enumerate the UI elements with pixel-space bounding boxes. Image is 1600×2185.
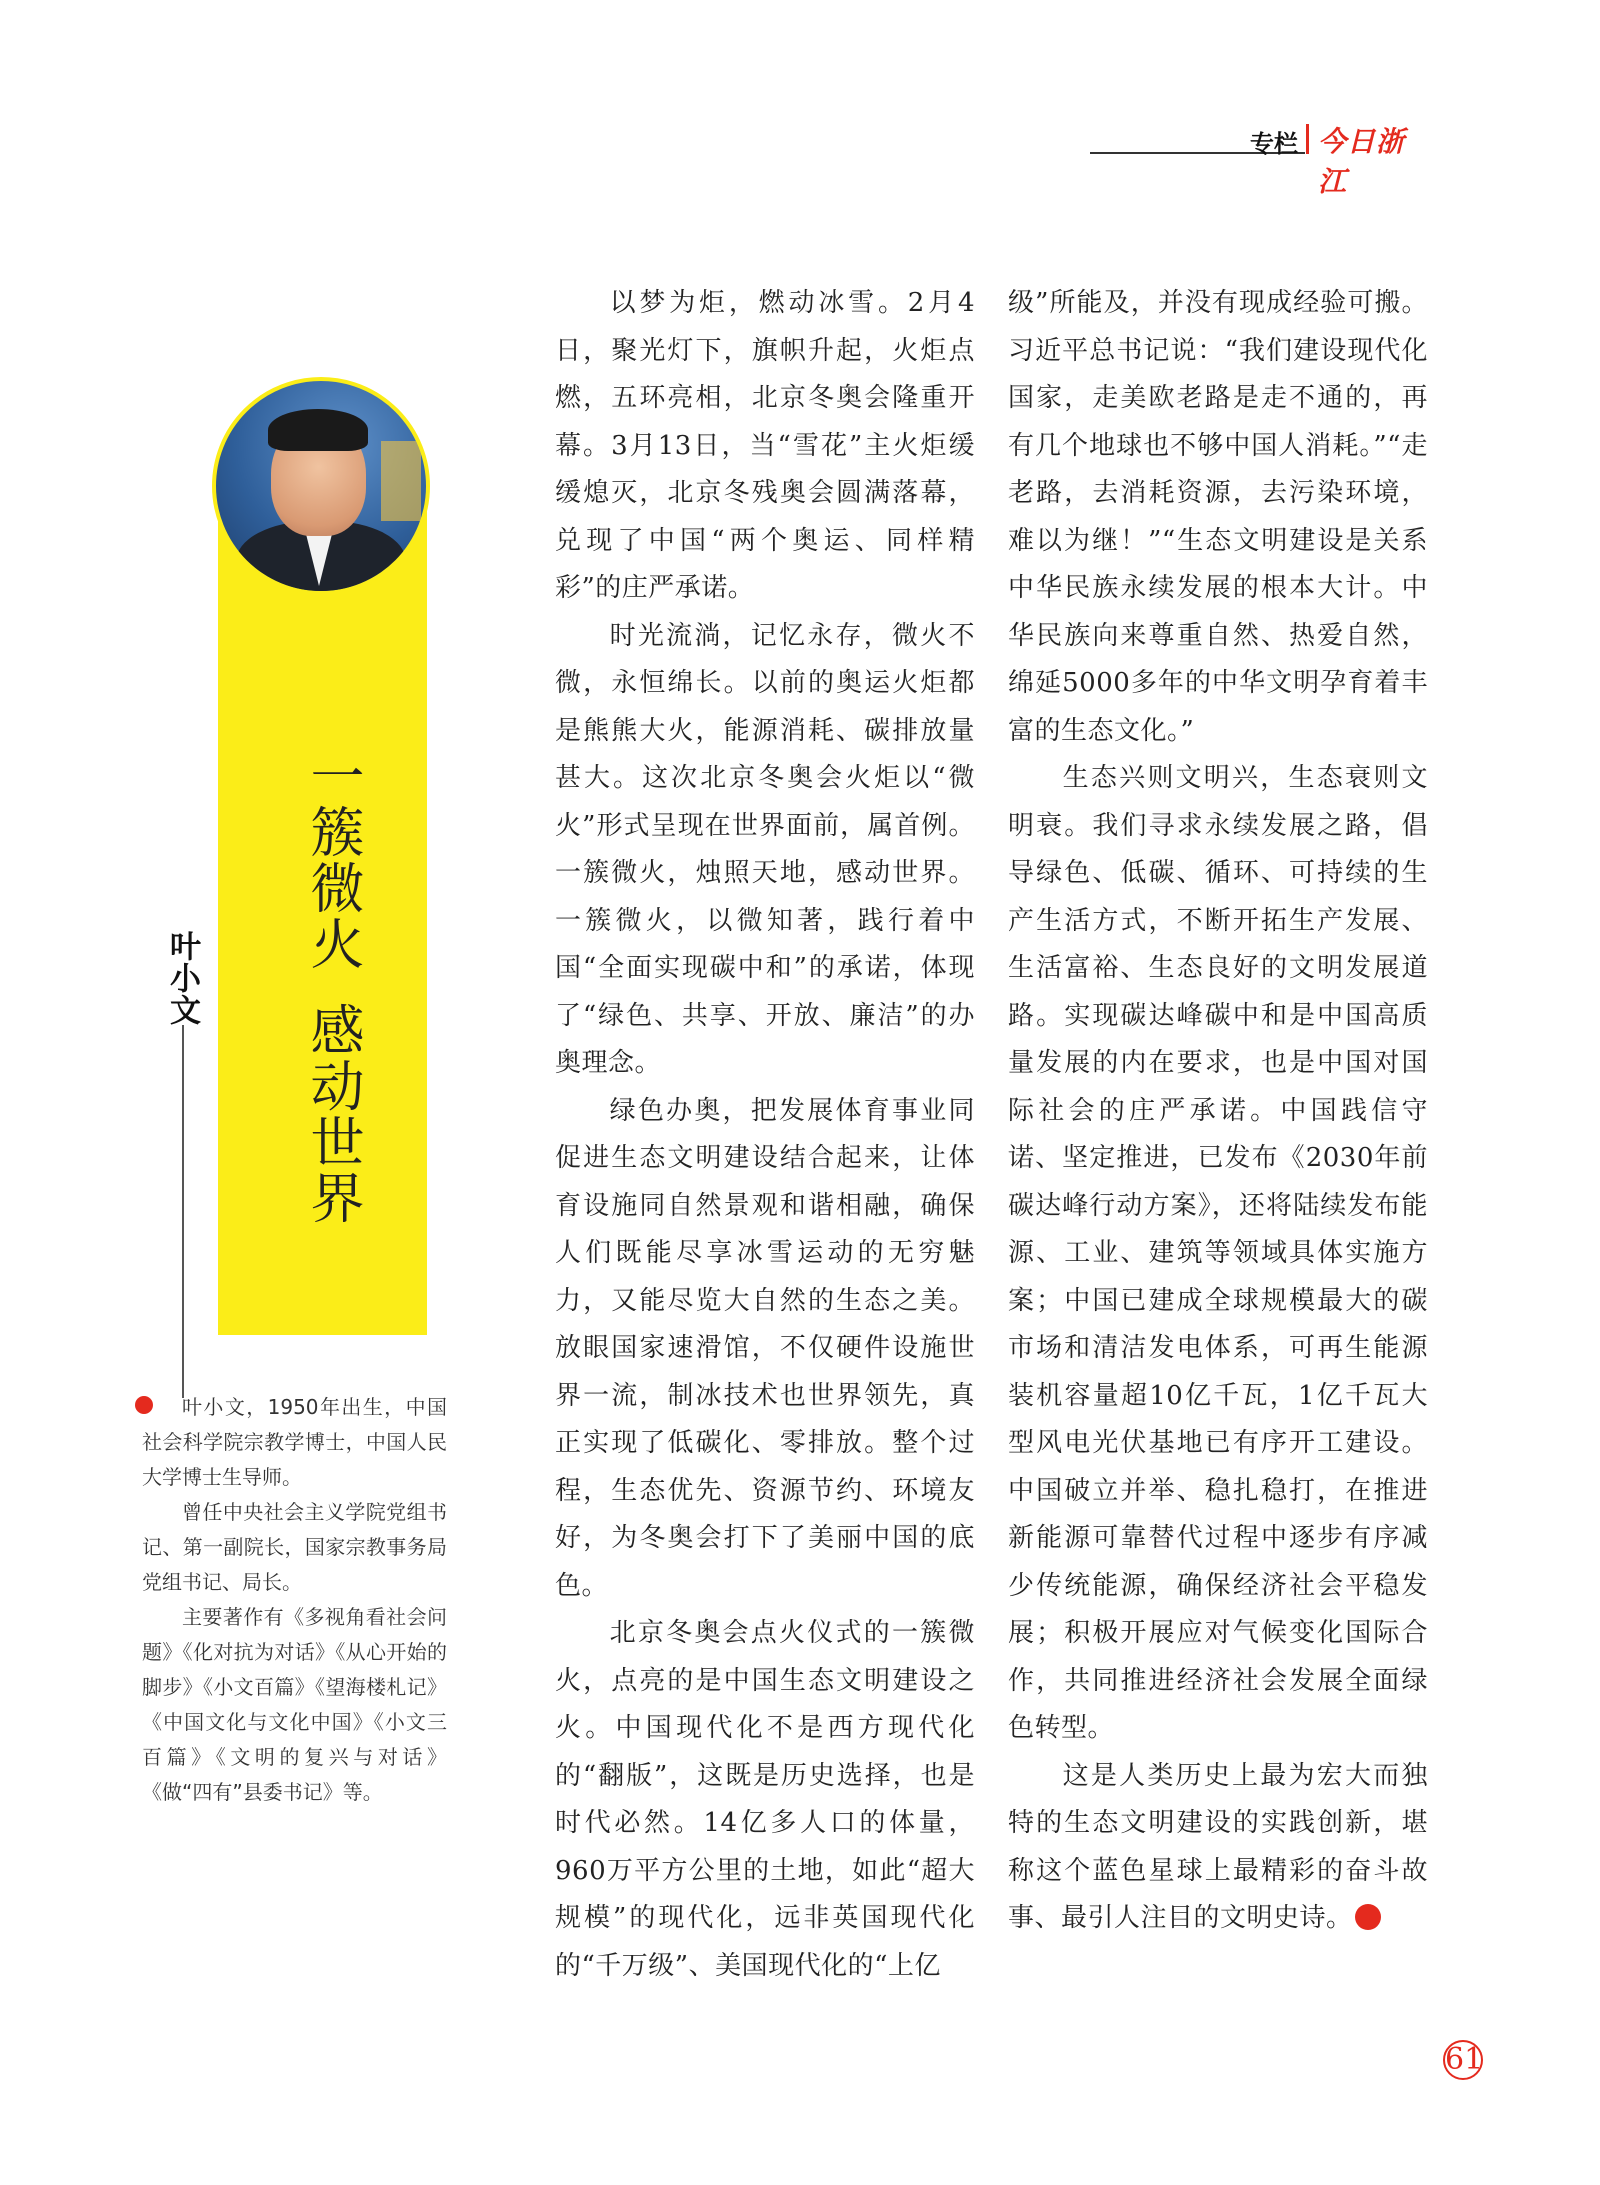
body-column-2 — [1008, 280, 1428, 1943]
article-title-part2: 感动世界 — [302, 1002, 365, 1226]
final-text: 这是人类历史上最为宏大而独特的生态文明建设的实践创新，堪称这个蓝色星球上最精彩的奋斗故事、最引人注目的文明史诗。 — [1008, 1760, 1428, 1933]
portrait-hair — [268, 409, 368, 451]
author-bio — [142, 1390, 447, 1810]
body-paragraph: 生态兴则文明兴，生态衰则文明衰。我们寻求永续发展之路，倡导绿色、低碳、循环、可持续的生产生活方式，不断开拓生产发展、生活富裕、生态良好的文明发展道路。实现碳达峰碳中和是中国高质量发展的内在要求，也是中国对国际社会的庄严承诺。中国践信守诺、坚定推进，已发布《2030年前碳达峰行动方案》，还将陆续发布能源、工业、建筑等领域具体实施方案；中国已建成全球规模最大的碳市场和清洁发电体系，可再生能源装机容量超10亿千瓦，1亿千瓦大型风电光伏基地已有序开工建设。中国破立并举、稳扎稳打，在推进新能源可靠替代过程中逐步有序减少传统能源，确保经济社会平稳发展；积极开展应对气候变化国际合作，共同推进经济社会发展全面绿色转型。 — [1008, 763, 1428, 1743]
header-divider — [1306, 124, 1309, 154]
bio-paragraph: 主要著作有《多视角看社会问题》《化对抗为对话》《从心开始的脚步》《小文百篇》《望海楼札记》《中国文化与文化中国》《小文三百篇》《文明的复兴与对话》《做“四有”县委书记》等。 — [142, 1605, 447, 1804]
body-paragraph: 北京冬奥会点火仪式的一簇微火，点亮的是中国生态文明建设之火。中国现代化不是西方现代化的“翻版”，这既是历史选择，也是时代必然。14亿多人口的体量，960万平方公里的土地，如此“超大规模”的现代化，远非英国现代化的“千万级”、美国现代化的“上亿 — [555, 1618, 975, 1981]
author-portrait — [212, 377, 430, 595]
magazine-logo: 今日浙江 — [1318, 125, 1406, 198]
body-paragraph-final — [1008, 1753, 1428, 1943]
body-paragraph: 以梦为炬，燃动冰雪。2月4日，聚光灯下，旗帜升起，火炬点燃，五环亮相，北京冬奥会隆重开幕。3月13日，当“雪花”主火炬缓缓熄灭，北京冬残奥会圆满落幕，兑现了中国“两个奥运、同样精彩”的庄严承诺。 — [555, 288, 975, 603]
article-title — [290, 748, 365, 1226]
portrait-background-sign — [381, 441, 421, 521]
author-rule — [182, 1025, 184, 1398]
body-column-1 — [555, 280, 975, 1990]
body-paragraph: 绿色办奥，把发展体育事业同促进生态文明建设结合起来，让体育设施同自然景观和谐相融，确保人们既能尽享冰雪运动的无穷魅力，又能尽览大自然的生态之美。放眼国家速滑馆，不仅硬件设施世界一流，制冰技术也世界领先，真正实现了低碳化、零排放。整个过程，生态优先、资源节约、环境友好，为冬奥会打下了美丽中国的底色。 — [555, 1095, 975, 1601]
column-label: 专栏 — [1250, 130, 1298, 158]
page-number: 61 — [1443, 2040, 1483, 2080]
article-title-part1: 一簇微火 — [302, 748, 365, 972]
end-mark-icon — [1355, 1904, 1381, 1930]
page-header — [1090, 120, 1430, 198]
author-name: 叶小文 — [164, 930, 200, 1026]
bio-paragraph: 曾任中央社会主义学院党组书记、第一副院长，国家宗教事务局党组书记、局长。 — [142, 1500, 447, 1594]
bio-paragraph: 叶小文，1950年出生，中国社会科学院宗教学博士，中国人民大学博士生导师。 — [142, 1395, 447, 1489]
body-paragraph-continued: 级”所能及，并没有现成经验可搬。习近平总书记说：“我们建设现代化国家，走美欧老路是走不通的，再有几个地球也不够中国人消耗。”“走老路，去消耗资源，去污染环境，难以为继！”“生态文明建设是关系中华民族永续发展的根本大计。中华民族向来尊重自然、热爱自然，绵延5000多年的中华文明孕育着丰富的生态文化。” — [1008, 288, 1428, 746]
body-paragraph: 时光流淌，记忆永存，微火不微，永恒绵长。以前的奥运火炬都是熊熊大火，能源消耗、碳排放量甚大。这次北京冬奥会火炬以“微火”形式呈现在世界面前，属首例。一簇微火，烛照天地，感动世界。一簇微火，以微知著，践行着中国“全面实现碳中和”的承诺，体现了“绿色、共享、开放、廉洁”的办奥理念。 — [555, 620, 975, 1078]
